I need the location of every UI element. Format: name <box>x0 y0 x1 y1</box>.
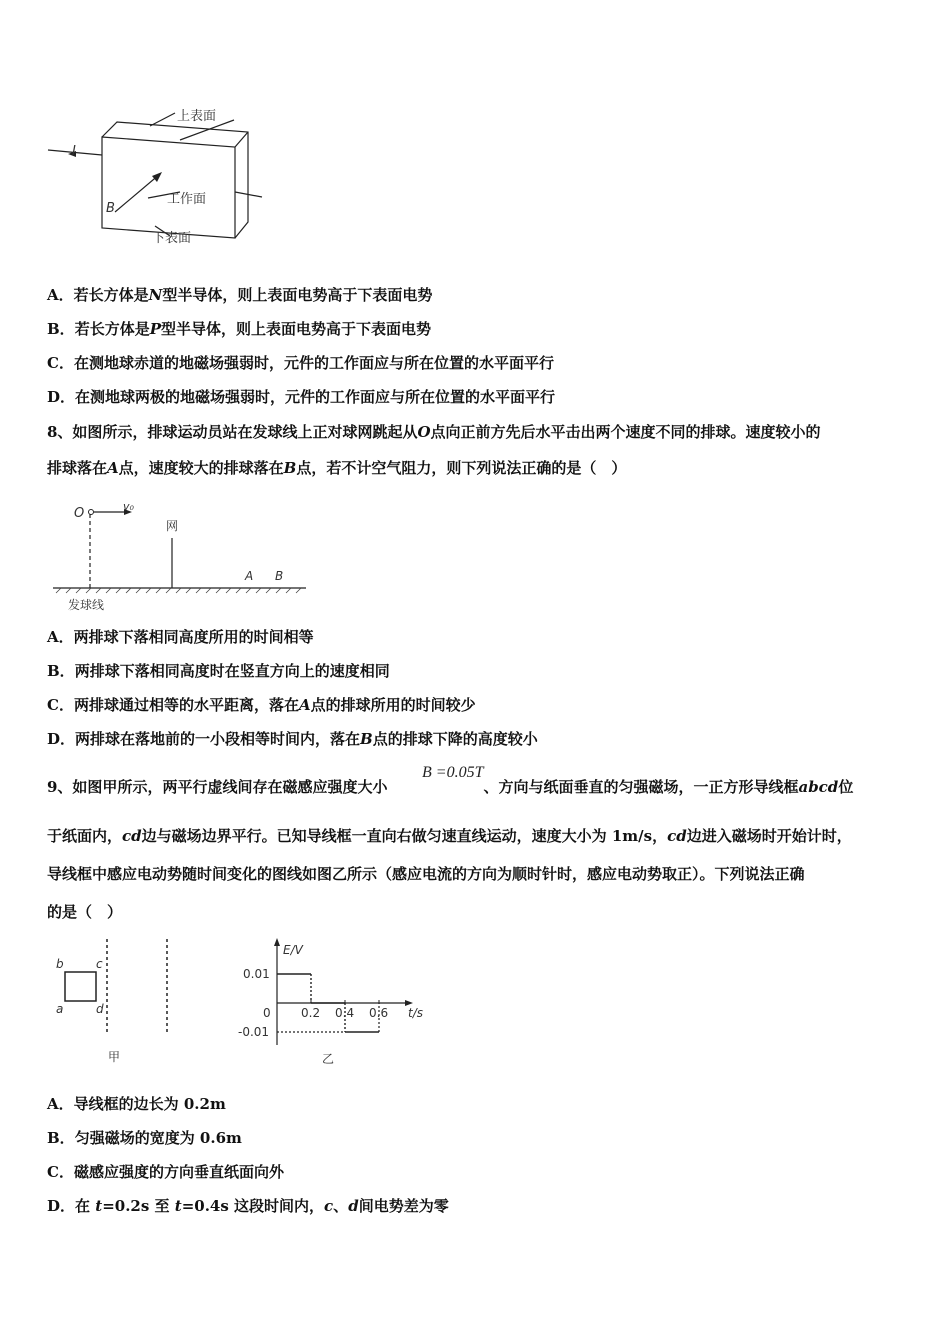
q8-stem-line1: 8、如图所示，排球运动员站在发球线上正对球网跳起从O点向正前方先后水平击出两个速度不同的排球。速度较小的 <box>47 423 821 441</box>
q9-formula: B =0.05T <box>422 764 484 781</box>
q8-stem-line2: 排球落在A点，速度较大的排球落在B点，若不计空气阻力，则下列说法正确的是（ ） <box>47 459 627 477</box>
emf-time-chart <box>230 935 440 1070</box>
q9-option-d[interactable]: D．在 t=0.2s 至 t=0.4s 这段时间内，c、d间电势差为零 <box>47 1197 449 1215</box>
x-tick-label-2: 0.6 <box>369 1006 389 1020</box>
loop-field-figure <box>48 935 198 1070</box>
top-surface-label: 上表面 <box>177 109 217 124</box>
point-b-label: B <box>275 569 284 583</box>
y-axis-label: E/V <box>283 943 303 957</box>
corner-d-label: d <box>96 1002 104 1016</box>
q9-stem-line2: 于纸面内，cd边与磁场边界平行。已知导线框一直向右做匀速直线运动，速度大小为 1m/s，cd边进入磁场时开始计时， <box>47 827 852 845</box>
ground-hatch <box>56 588 301 593</box>
y-axis-arrow <box>274 938 280 946</box>
q9-option-b[interactable]: B．匀强磁场的宽度为 0.6m <box>47 1129 242 1147</box>
q9-stem-line4: 的是（ ） <box>47 903 123 921</box>
q7-option-d[interactable]: D．在测地球两极的地磁场强弱时，元件的工作面应与所在位置的水平面平行 <box>47 388 556 406</box>
serve-line-label: 发球线 <box>68 598 105 612</box>
q8-option-b[interactable]: B．两排球下落相同高度时在竖直方向上的速度相同 <box>47 662 390 680</box>
x-tick-label-1: 0.4 <box>335 1006 355 1020</box>
q8-option-d[interactable]: D．两排球在落地前的一小段相等时间内，落在B点的排球下降的高度较小 <box>47 730 538 748</box>
q9-option-a[interactable]: A．导线框的边长为 0.2m <box>47 1095 226 1113</box>
q9-stem-line3: 导线框中感应电动势随时间变化的图线如图乙所示（感应电流的方向为顺时针时，感应电动势取正）。下列说法正确 <box>47 865 805 883</box>
q7-option-b[interactable]: B．若长方体是P型半导体，则上表面电势高于下表面电势 <box>47 320 431 338</box>
q7-option-c[interactable]: C．在测地球赤道的地磁场强弱时，元件的工作面应与所在位置的水平面平行 <box>47 354 554 372</box>
figure-jia-caption: 甲 <box>108 1050 121 1064</box>
corner-a-label: a <box>56 1002 64 1016</box>
work-surface-label: 工作面 <box>167 192 207 207</box>
q9-option-c[interactable]: C．磁感应强度的方向垂直纸面向外 <box>47 1163 284 1181</box>
x-tick-label-0: 0.2 <box>301 1006 321 1020</box>
point-o-label: O <box>74 506 85 521</box>
bottom-surface-label: 下表面 <box>152 231 192 246</box>
q8-option-a[interactable]: A．两排球下落相同高度所用的时间相等 <box>47 628 314 646</box>
current-label: I <box>72 144 76 159</box>
v0-label: v₀ <box>123 500 134 513</box>
y-tick-label-0: 0.01 <box>243 967 270 981</box>
corner-c-label: c <box>96 957 103 971</box>
origin-label: 0 <box>263 1006 271 1020</box>
q8-option-c[interactable]: C．两排球通过相等的水平距离，落在A点的排球所用的时间较少 <box>47 696 476 714</box>
volleyball-figure <box>48 498 318 616</box>
y-tick-label-2: -0.01 <box>238 1025 270 1039</box>
corner-b-label: b <box>56 957 64 971</box>
figure-yi-caption: 乙 <box>322 1052 335 1066</box>
q7-option-a[interactable]: A．若长方体是N型半导体，则上表面电势高于下表面电势 <box>47 286 433 304</box>
q9-stem-line1: 9、如图甲所示，两平行虚线间存在磁感应强度大小 、方向与纸面垂直的匀强磁场，一正方形导线框abcd位 <box>47 778 854 796</box>
hall-element-figure <box>40 100 280 250</box>
point-a-label: A <box>245 569 254 583</box>
x-axis-label: t/s <box>408 1006 423 1020</box>
field-label: B <box>106 201 115 216</box>
net-label: 网 <box>166 519 179 533</box>
